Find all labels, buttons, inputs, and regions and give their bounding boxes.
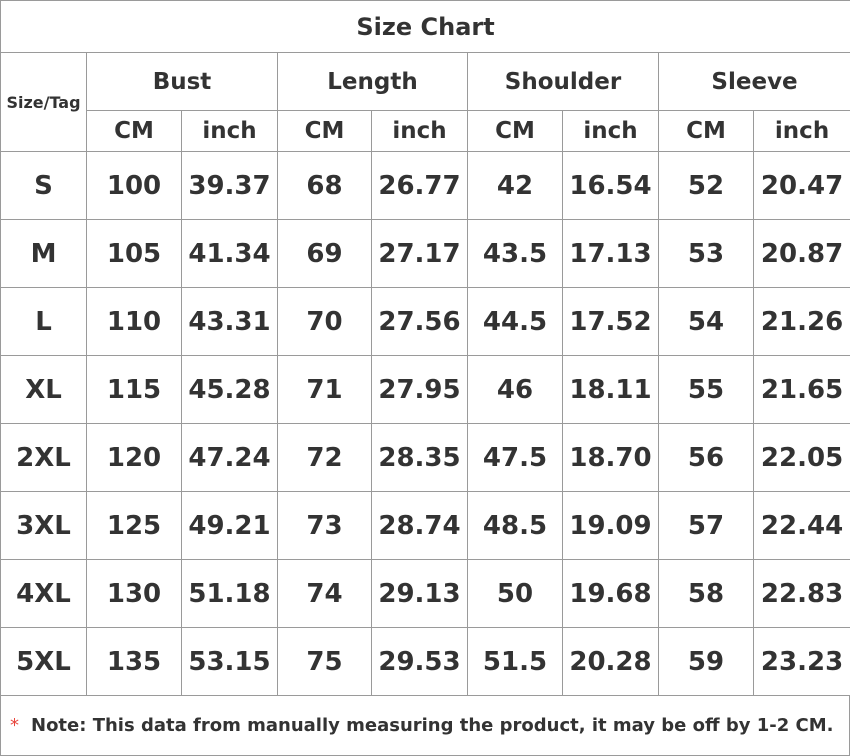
- table-row: [1, 152, 850, 220]
- measurement-cell: 22.83: [754, 560, 850, 628]
- measurement-cell: 69: [278, 220, 372, 288]
- measurement-cell: 20.87: [754, 220, 850, 288]
- measurement-cell: 53.15: [182, 628, 278, 696]
- measurement-cell: 17.52: [563, 288, 659, 356]
- measurement-cell: 47.24: [182, 424, 278, 492]
- measurement-cell: 22.05: [754, 424, 850, 492]
- unit-header: inch: [372, 111, 468, 152]
- unit-header: CM: [278, 111, 372, 152]
- table-row: [1, 492, 850, 560]
- measurement-cell: 105: [87, 220, 182, 288]
- size-label: 3XL: [1, 492, 87, 560]
- measurement-cell: 52: [659, 152, 754, 220]
- measurement-cell: 27.56: [372, 288, 468, 356]
- unit-header: CM: [87, 111, 182, 152]
- measurement-cell: 22.44: [754, 492, 850, 560]
- measurement-cell: 46: [468, 356, 563, 424]
- table-row: [1, 628, 850, 696]
- measurement-cell: 41.34: [182, 220, 278, 288]
- measurement-note: [0, 696, 850, 756]
- measurement-cell: 21.26: [754, 288, 850, 356]
- measurement-cell: 20.28: [563, 628, 659, 696]
- measurement-cell: 72: [278, 424, 372, 492]
- note-text: Note: This data from manually measuring the product, it may be off by 1-2 CM.: [31, 715, 834, 736]
- measurement-cell: 26.77: [372, 152, 468, 220]
- size-label: XL: [1, 356, 87, 424]
- measurement-cell: 18.11: [563, 356, 659, 424]
- measurement-cell: 68: [278, 152, 372, 220]
- measurement-cell: 49.21: [182, 492, 278, 560]
- table-row: [1, 356, 850, 424]
- unit-header: CM: [468, 111, 563, 152]
- measurement-cell: 27.17: [372, 220, 468, 288]
- size-label: L: [1, 288, 87, 356]
- measurement-cell: 51.18: [182, 560, 278, 628]
- measurement-cell: 110: [87, 288, 182, 356]
- measurement-cell: 125: [87, 492, 182, 560]
- measurement-cell: 73: [278, 492, 372, 560]
- measurement-cell: 70: [278, 288, 372, 356]
- group-header-bust: Bust: [87, 53, 278, 111]
- measurement-cell: 120: [87, 424, 182, 492]
- measurement-cell: 19.68: [563, 560, 659, 628]
- measurement-cell: 16.54: [563, 152, 659, 220]
- measurement-cell: 28.35: [372, 424, 468, 492]
- chart-title: Size Chart: [1, 1, 850, 53]
- measurement-cell: 57: [659, 492, 754, 560]
- table-row: [1, 220, 850, 288]
- measurement-cell: 21.65: [754, 356, 850, 424]
- size-label: S: [1, 152, 87, 220]
- note-asterisk: *: [10, 715, 19, 736]
- group-header-sleeve: Sleeve: [659, 53, 850, 111]
- measurement-cell: 44.5: [468, 288, 563, 356]
- measurement-cell: 55: [659, 356, 754, 424]
- unit-header: inch: [754, 111, 850, 152]
- measurement-cell: 59: [659, 628, 754, 696]
- measurement-cell: 17.13: [563, 220, 659, 288]
- measurement-cell: 43.5: [468, 220, 563, 288]
- unit-header: inch: [182, 111, 278, 152]
- measurement-cell: 45.28: [182, 356, 278, 424]
- measurement-cell: 130: [87, 560, 182, 628]
- measurement-cell: 29.13: [372, 560, 468, 628]
- measurement-cell: 48.5: [468, 492, 563, 560]
- table-row: [1, 424, 850, 492]
- measurement-cell: 54: [659, 288, 754, 356]
- measurement-cell: 135: [87, 628, 182, 696]
- table-row: [1, 560, 850, 628]
- size-tag-header: Size/Tag: [1, 53, 87, 152]
- measurement-cell: 27.95: [372, 356, 468, 424]
- measurement-cell: 43.31: [182, 288, 278, 356]
- table-row: [1, 288, 850, 356]
- group-header-length: Length: [278, 53, 468, 111]
- size-label: 4XL: [1, 560, 87, 628]
- measurement-cell: 115: [87, 356, 182, 424]
- measurement-cell: 71: [278, 356, 372, 424]
- measurement-cell: 74: [278, 560, 372, 628]
- measurement-cell: 20.47: [754, 152, 850, 220]
- measurement-cell: 47.5: [468, 424, 563, 492]
- size-label: M: [1, 220, 87, 288]
- size-label: 5XL: [1, 628, 87, 696]
- unit-header: CM: [659, 111, 754, 152]
- measurement-cell: 42: [468, 152, 563, 220]
- measurement-cell: 51.5: [468, 628, 563, 696]
- measurement-cell: 28.74: [372, 492, 468, 560]
- measurement-cell: 19.09: [563, 492, 659, 560]
- measurement-cell: 53: [659, 220, 754, 288]
- size-label: 2XL: [1, 424, 87, 492]
- measurement-cell: 23.23: [754, 628, 850, 696]
- measurement-cell: 18.70: [563, 424, 659, 492]
- group-header-shoulder: Shoulder: [468, 53, 659, 111]
- measurement-cell: 56: [659, 424, 754, 492]
- measurement-cell: 39.37: [182, 152, 278, 220]
- measurement-cell: 75: [278, 628, 372, 696]
- measurement-cell: 50: [468, 560, 563, 628]
- measurement-cell: 100: [87, 152, 182, 220]
- measurement-cell: 58: [659, 560, 754, 628]
- unit-header: inch: [563, 111, 659, 152]
- measurement-cell: 29.53: [372, 628, 468, 696]
